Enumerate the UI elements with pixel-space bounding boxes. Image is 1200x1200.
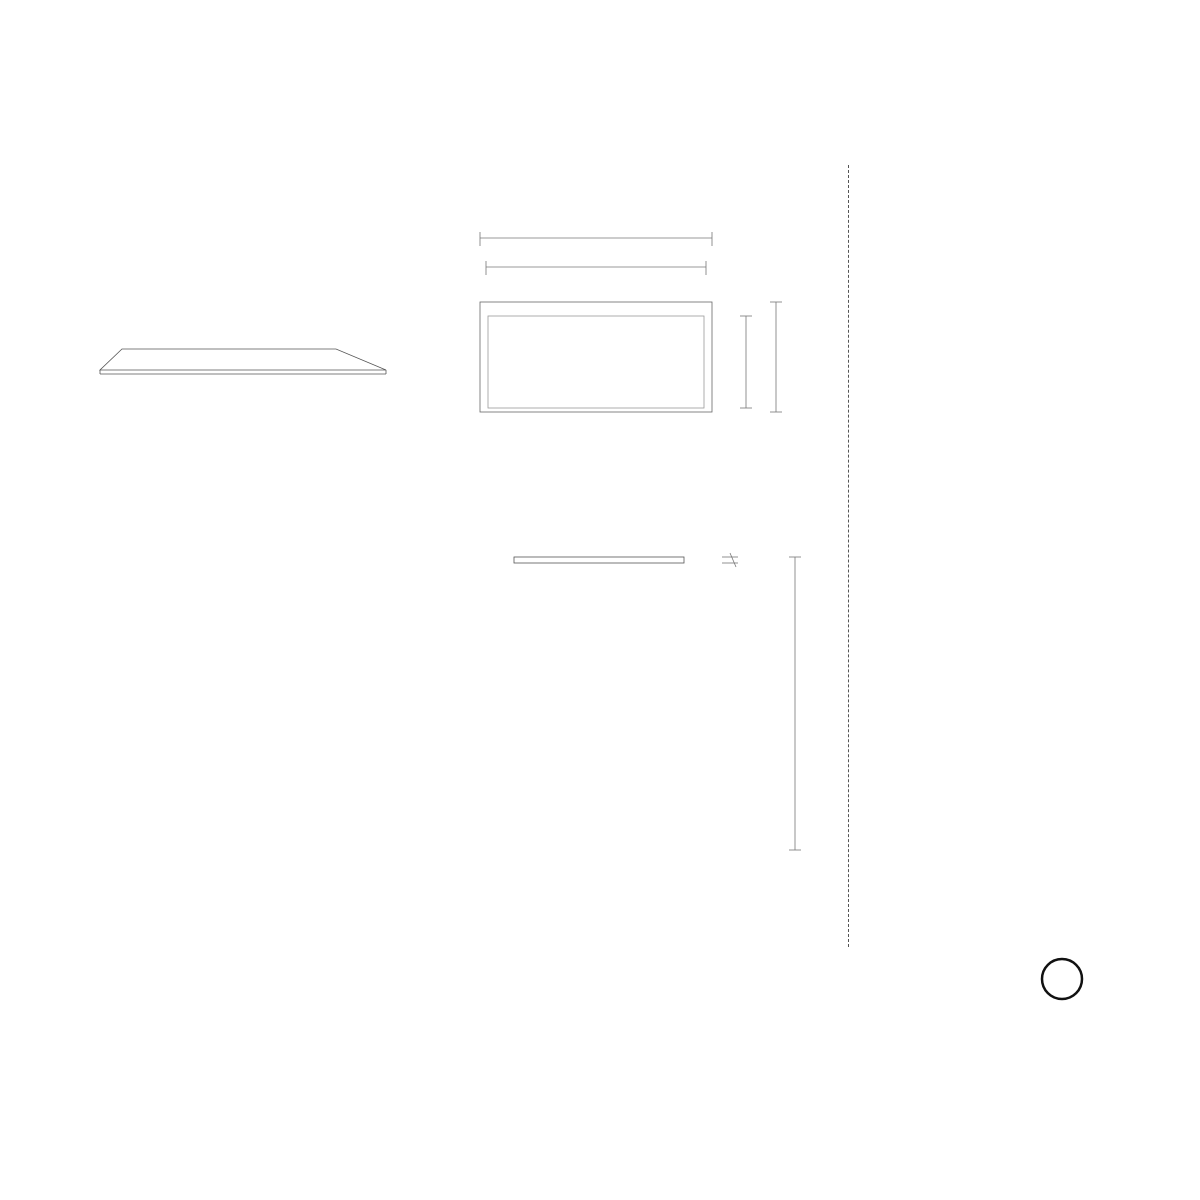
perspective-canopy [100,349,386,370]
top-canopy-inner [488,316,704,408]
top-canopy-outer [480,302,712,412]
side-canopy [514,557,684,563]
perspective-view [100,349,386,374]
section-divider [848,165,849,947]
top-view [480,232,782,412]
side-view [514,553,801,850]
ul-logo-icon [1040,956,1135,1002]
